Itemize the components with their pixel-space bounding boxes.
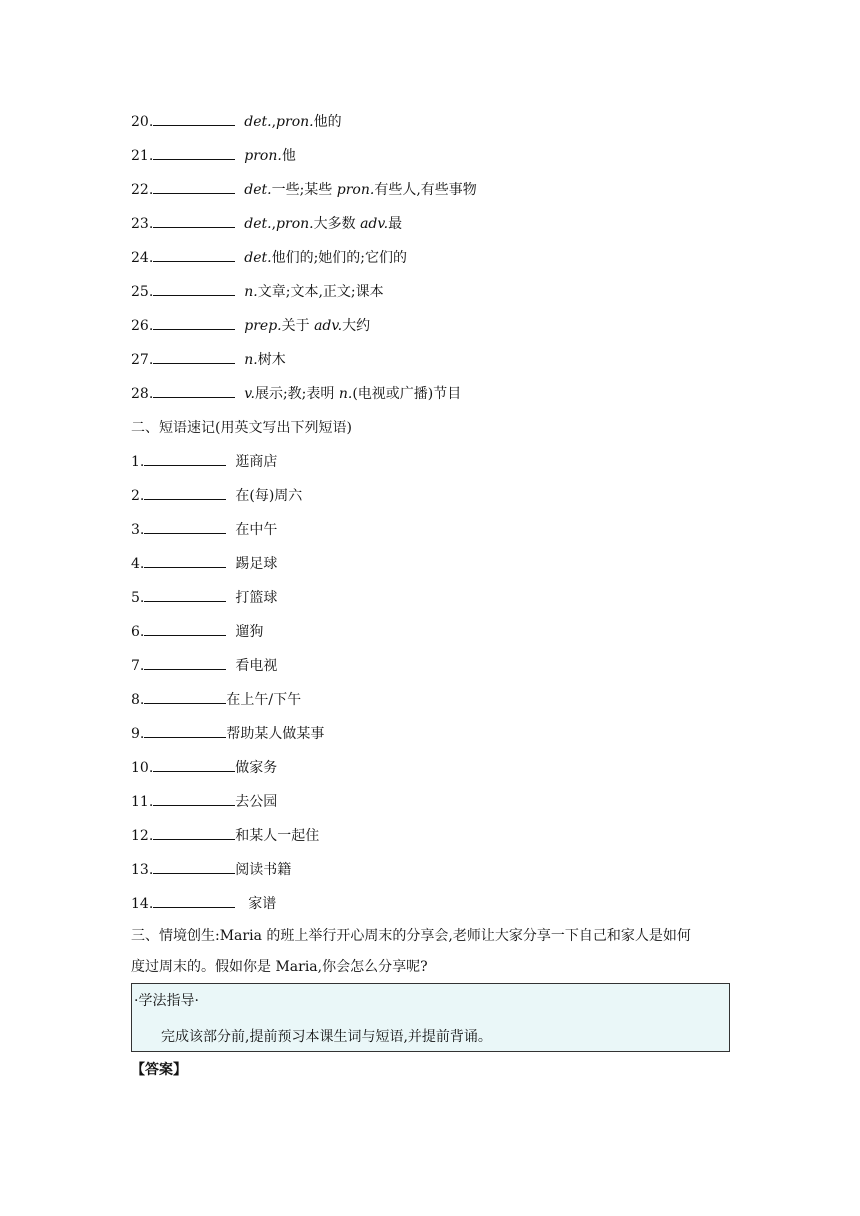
answer-blank[interactable] — [153, 249, 235, 262]
item-number: 11. — [131, 794, 154, 810]
phrase-meaning: 家谱 — [248, 896, 277, 912]
part-of-speech: prep. — [244, 318, 282, 334]
item-number: 7. — [131, 658, 145, 674]
phrase-item-9 — [131, 725, 324, 743]
section-3-line-1: 三、情境创生:Maria 的班上举行开心周末的分享会,老师让大家分享一下自己和家人是如何 — [131, 928, 691, 944]
answer-blank[interactable] — [153, 759, 235, 772]
answer-blank[interactable] — [153, 827, 235, 840]
vocab-item-28 — [131, 385, 461, 403]
phrase-meaning: 在(每)周六 — [235, 488, 303, 504]
answer-label: 【答案】 — [131, 1062, 187, 1078]
meaning: 关于 — [281, 318, 315, 334]
answer-blank[interactable] — [153, 861, 235, 874]
meaning: 一些;某些 — [271, 182, 337, 198]
answer-blank[interactable] — [144, 453, 226, 466]
item-number: 10. — [131, 760, 154, 776]
phrase-meaning: 和某人一起住 — [235, 828, 320, 844]
item-number: 27. — [131, 352, 154, 368]
study-tip-text: 完成该部分前,提前预习本课生词与短语,并提前背诵。 — [161, 1029, 492, 1045]
vocab-item-27 — [131, 351, 286, 369]
part-of-speech: v. — [244, 386, 255, 402]
vocab-item-26 — [131, 317, 370, 335]
item-number: 26. — [131, 318, 154, 334]
phrase-meaning: 去公园 — [235, 794, 278, 810]
section-2-heading: 二、短语速记(用英文写出下列短语) — [131, 420, 352, 436]
part-of-speech: n. — [244, 352, 258, 368]
phrase-item-3 — [131, 521, 277, 539]
phrase-item-8 — [131, 691, 301, 709]
phrase-item-2 — [131, 487, 302, 505]
phrase-item-11 — [131, 793, 277, 811]
answer-blank[interactable] — [144, 555, 226, 568]
meaning: 树木 — [257, 352, 286, 368]
phrase-meaning: 做家务 — [235, 760, 278, 776]
phrase-meaning: 帮助某人做某事 — [226, 726, 325, 742]
item-number: 25. — [131, 284, 154, 300]
part-of-speech: pron. — [244, 148, 282, 164]
answer-blank[interactable] — [144, 589, 226, 602]
meaning: (电视或广播)节目 — [352, 386, 462, 402]
answer-blank[interactable] — [153, 385, 235, 398]
answer-blank[interactable] — [153, 181, 235, 194]
vocab-item-22 — [131, 181, 477, 199]
phrase-item-4 — [131, 555, 277, 573]
vocab-item-20 — [131, 113, 342, 131]
item-number: 14. — [131, 896, 154, 912]
answer-blank[interactable] — [153, 895, 235, 908]
phrase-meaning: 逛商店 — [235, 454, 278, 470]
answer-blank[interactable] — [144, 657, 226, 670]
vocab-item-23 — [131, 215, 402, 233]
item-number: 21. — [131, 148, 154, 164]
part-of-speech: det. — [244, 182, 272, 198]
answer-blank[interactable] — [144, 521, 226, 534]
phrase-meaning: 遛狗 — [235, 624, 264, 640]
part-of-speech: adv. — [314, 318, 343, 334]
phrase-item-5 — [131, 589, 277, 607]
answer-blank[interactable] — [153, 215, 235, 228]
answer-blank[interactable] — [144, 623, 226, 636]
part-of-speech: n. — [338, 386, 353, 402]
phrase-item-10 — [131, 759, 277, 777]
part-of-speech: n. — [244, 284, 258, 300]
answer-blank[interactable] — [144, 725, 226, 738]
meaning: 最 — [388, 216, 403, 232]
item-number: 6. — [131, 624, 145, 640]
item-number: 20. — [131, 114, 154, 130]
vocab-item-25 — [131, 283, 384, 301]
answer-blank[interactable] — [144, 487, 226, 500]
answer-blank[interactable] — [153, 113, 235, 126]
phrase-item-6 — [131, 623, 263, 641]
item-number: 23. — [131, 216, 154, 232]
part-of-speech: det. — [244, 250, 272, 266]
phrase-meaning: 在中午 — [235, 522, 278, 538]
separator: , — [271, 114, 277, 130]
phrase-item-7 — [131, 657, 277, 675]
answer-blank[interactable] — [153, 317, 235, 330]
item-number: 1. — [131, 454, 145, 470]
answer-blank[interactable] — [153, 351, 235, 364]
meaning: 文章;文本,正文;课本 — [257, 284, 384, 300]
item-number: 13. — [131, 862, 154, 878]
item-number: 12. — [131, 828, 154, 844]
meaning: 他们的;她们的;它们的 — [271, 250, 408, 266]
phrase-item-14 — [131, 895, 276, 913]
vocab-item-24 — [131, 249, 407, 267]
phrase-meaning: 阅读书籍 — [235, 862, 292, 878]
phrase-item-1 — [131, 453, 277, 471]
part-of-speech: pron. — [336, 182, 375, 198]
meaning: 他 — [281, 148, 296, 164]
meaning: 大多数 — [313, 216, 361, 232]
part-of-speech: adv. — [360, 216, 389, 232]
meaning: 有些人,有些事物 — [374, 182, 477, 198]
item-number: 9. — [131, 726, 145, 742]
answer-blank[interactable] — [153, 147, 235, 160]
part-of-speech: det. — [244, 114, 272, 130]
item-number: 3. — [131, 522, 145, 538]
part-of-speech: pron. — [276, 114, 314, 130]
phrase-meaning: 看电视 — [235, 658, 278, 674]
part-of-speech: det. — [244, 216, 272, 232]
phrase-meaning: 在上午/下午 — [226, 692, 302, 708]
study-tip-box — [131, 983, 730, 1052]
vocab-item-21 — [131, 147, 296, 165]
study-tip-title: ·学法指导· — [134, 993, 199, 1009]
item-number: 5. — [131, 590, 145, 606]
item-number: 24. — [131, 250, 154, 266]
item-number: 28. — [131, 386, 154, 402]
meaning: 他的 — [313, 114, 342, 130]
answer-blank[interactable] — [144, 691, 226, 704]
item-number: 2. — [131, 488, 145, 504]
item-number: 4. — [131, 556, 145, 572]
phrase-item-12 — [131, 827, 319, 845]
phrase-item-13 — [131, 861, 291, 879]
answer-blank[interactable] — [153, 793, 235, 806]
item-number: 22. — [131, 182, 154, 198]
answer-blank[interactable] — [153, 283, 235, 296]
meaning: 展示;教;表明 — [254, 386, 339, 402]
meaning: 大约 — [342, 318, 371, 334]
section-3-line-2: 度过周末的。假如你是 Maria,你会怎么分享呢? — [131, 959, 428, 975]
phrase-meaning: 打篮球 — [235, 590, 278, 606]
phrase-meaning: 踢足球 — [235, 556, 278, 572]
separator: , — [271, 216, 277, 232]
part-of-speech: pron. — [276, 216, 314, 232]
item-number: 8. — [131, 692, 145, 708]
